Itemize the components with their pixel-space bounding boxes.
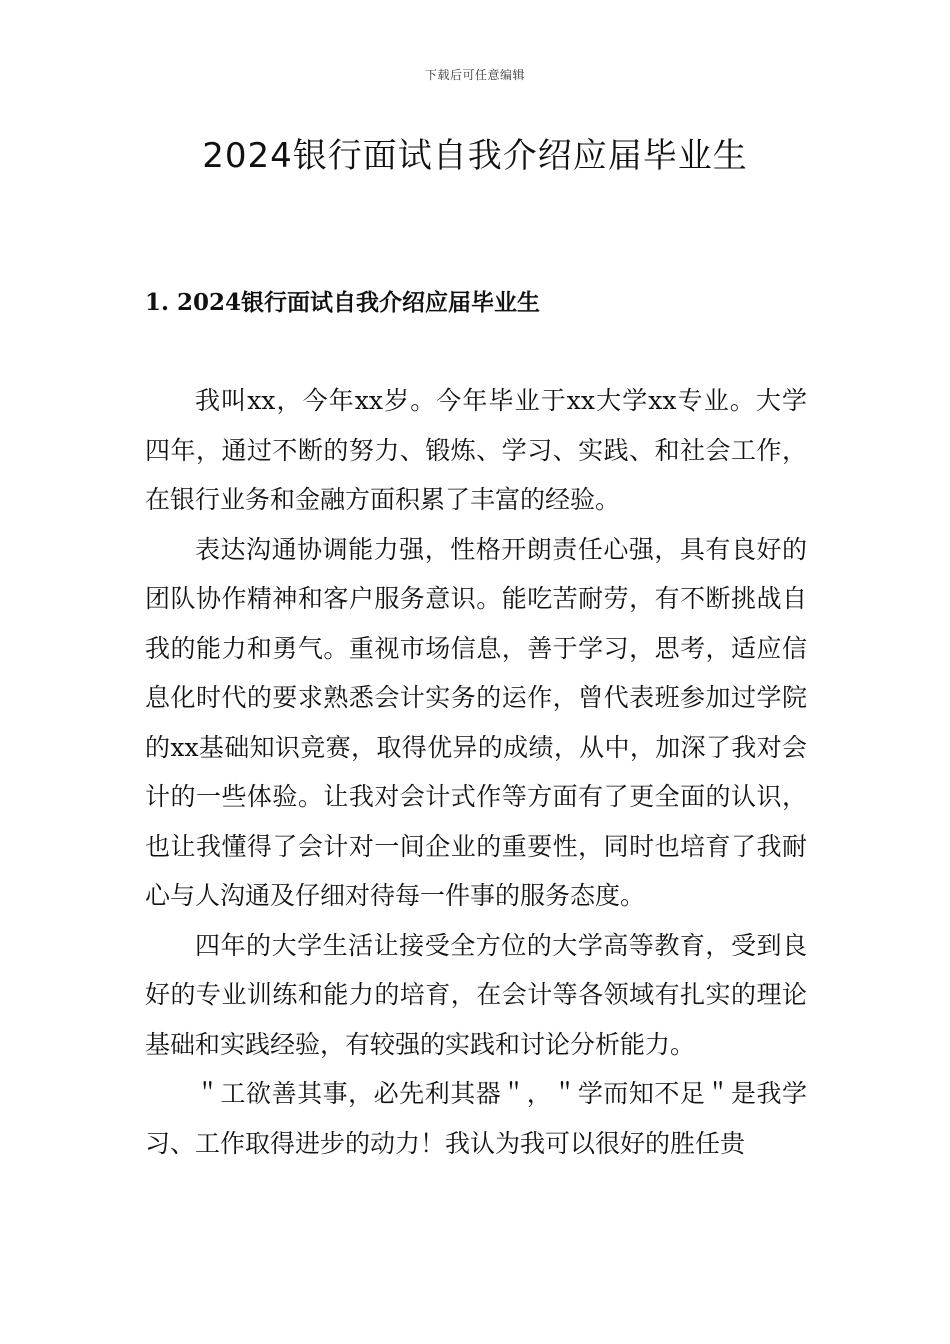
paragraph-introduction: 我叫xx，今年xx岁。今年毕业于xx大学xx专业。大学四年，通过不断的努力、锻炼、学习、实践、和社会工作，在银行业务和金融方面积累了丰富的经验。 [145,386,807,514]
section-heading: 1. 2024银行面试自我介绍应届毕业生 [145,289,541,316]
paragraph-education: 四年的大学生活让接受全方位的大学高等教育，受到良好的专业训练和能力的培育，在会计等各领域有扎实的理论基础和实践经验，有较强的实践和讨论分析能力。 [145,930,807,1059]
document-title: 2024银行面试自我介绍应届毕业生 [202,136,748,176]
paragraph-abilities: 表达沟通协调能力强，性格开朗责任心强，具有良好的团队协作精神和客户服务意识。能吃苦耐劳，有不断挑战自我的能力和勇气。重视市场信息，善于学习，思考，适应信息化时代的要求熟悉会计实务的运作，曾代表班参加过学院的xx基础知识竞赛，取得优异的成绩，从中，加深了我对会计的一些体验。让我对会计式作等方面有了更全面的认识，也让我懂得了会计对一间企业的重要性，同时也培育了我耐心与人沟通及仔细对待每一件事的服务态度。 [145,534,807,910]
paragraph-motto: ＂工欲善其事，必先利其器＂，＂学而知不足＂是我学习、工作取得进步的动力！我认为我可以很好的胜任贵 [145,1079,807,1158]
header-note: 下载后可任意编辑 [424,68,525,82]
document-body [145,376,807,1168]
